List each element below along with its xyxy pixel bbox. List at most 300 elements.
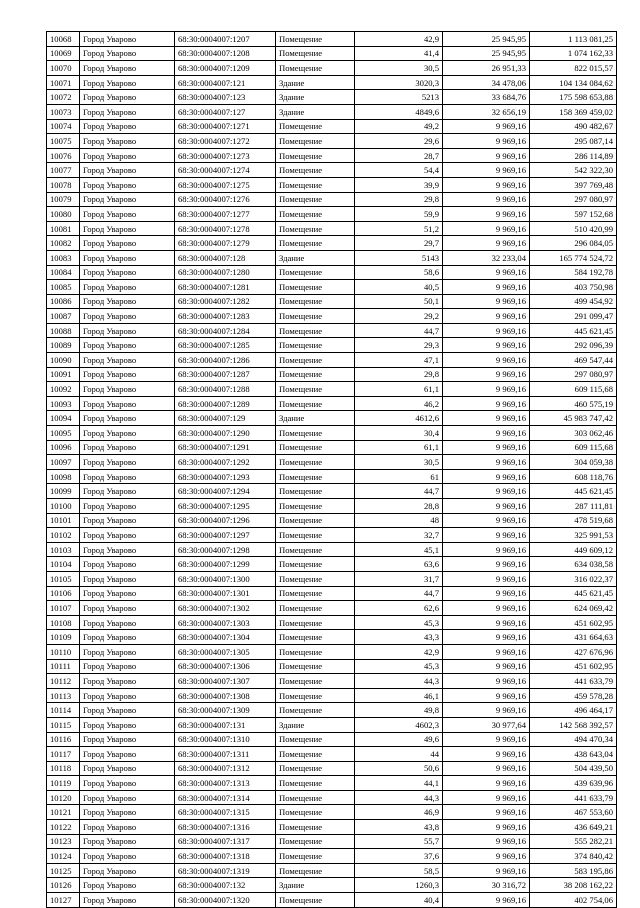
locality-cell: Город Уварово bbox=[80, 192, 175, 207]
table-row bbox=[47, 411, 617, 426]
locality-cell: Город Уварово bbox=[80, 411, 175, 426]
cadastral-number-cell: 68:30:0004007:1292 bbox=[175, 455, 276, 470]
cadastral-value-cell: 403 750,98 bbox=[530, 280, 617, 295]
table-row bbox=[47, 119, 617, 134]
row-number-cell: 10093 bbox=[47, 396, 80, 411]
object-type-cell: Помещение bbox=[276, 513, 355, 528]
cadastral-number-cell: 68:30:0004007:1289 bbox=[175, 396, 276, 411]
area-cell: 49,6 bbox=[355, 732, 443, 747]
cadastral-value-cell: 158 369 459,02 bbox=[530, 104, 617, 119]
cadastral-value-cell: 427 676,96 bbox=[530, 644, 617, 659]
row-number-cell: 10114 bbox=[47, 703, 80, 718]
cadastral-value-cell: 624 069,42 bbox=[530, 601, 617, 616]
cadastral-value-cell: 634 038,58 bbox=[530, 557, 617, 572]
table-row bbox=[47, 236, 617, 251]
area-cell: 44,1 bbox=[355, 776, 443, 791]
cadastral-value-cell: 297 080,97 bbox=[530, 192, 617, 207]
table-row bbox=[47, 615, 617, 630]
cadastral-number-cell: 68:30:0004007:1309 bbox=[175, 703, 276, 718]
table-row bbox=[47, 747, 617, 762]
table-row bbox=[47, 148, 617, 163]
cadastral-value-cell: 374 840,42 bbox=[530, 849, 617, 864]
locality-cell: Город Уварово bbox=[80, 396, 175, 411]
cadastral-number-cell: 68:30:0004007:1287 bbox=[175, 367, 276, 382]
row-number-cell: 10080 bbox=[47, 207, 80, 222]
object-type-cell: Помещение bbox=[276, 644, 355, 659]
table-row bbox=[47, 323, 617, 338]
object-type-cell: Помещение bbox=[276, 119, 355, 134]
specific-value-cell: 33 684,76 bbox=[443, 90, 530, 105]
row-number-cell: 10084 bbox=[47, 265, 80, 280]
area-cell: 45,3 bbox=[355, 615, 443, 630]
cadastral-number-cell: 68:30:0004007:1282 bbox=[175, 294, 276, 309]
locality-cell: Город Уварово bbox=[80, 61, 175, 76]
locality-cell: Город Уварово bbox=[80, 674, 175, 689]
specific-value-cell: 9 969,16 bbox=[443, 192, 530, 207]
specific-value-cell: 9 969,16 bbox=[443, 309, 530, 324]
cadastral-number-cell: 68:30:0004007:1294 bbox=[175, 484, 276, 499]
cadastral-value-cell: 438 643,04 bbox=[530, 747, 617, 762]
area-cell: 61,1 bbox=[355, 440, 443, 455]
row-number-cell: 10109 bbox=[47, 630, 80, 645]
cadastral-value-cell: 469 547,44 bbox=[530, 353, 617, 368]
locality-cell: Город Уварово bbox=[80, 747, 175, 762]
cadastral-value-cell: 397 769,48 bbox=[530, 177, 617, 192]
cadastral-number-cell: 68:30:0004007:1304 bbox=[175, 630, 276, 645]
specific-value-cell: 9 969,16 bbox=[443, 732, 530, 747]
specific-value-cell: 9 969,16 bbox=[443, 586, 530, 601]
row-number-cell: 10125 bbox=[47, 863, 80, 878]
row-number-cell: 10088 bbox=[47, 323, 80, 338]
specific-value-cell: 9 969,16 bbox=[443, 790, 530, 805]
cadastral-number-cell: 68:30:0004007:1293 bbox=[175, 469, 276, 484]
specific-value-cell: 9 969,16 bbox=[443, 353, 530, 368]
cadastral-value-cell: 165 774 524,72 bbox=[530, 250, 617, 265]
table-row bbox=[47, 542, 617, 557]
table-row bbox=[47, 90, 617, 105]
locality-cell: Город Уварово bbox=[80, 499, 175, 514]
specific-value-cell: 26 951,33 bbox=[443, 61, 530, 76]
row-number-cell: 10079 bbox=[47, 192, 80, 207]
cadastral-value-cell: 449 609,12 bbox=[530, 542, 617, 557]
area-cell: 41,4 bbox=[355, 46, 443, 61]
area-cell: 5143 bbox=[355, 250, 443, 265]
cadastral-value-cell: 504 439,50 bbox=[530, 761, 617, 776]
specific-value-cell: 9 969,16 bbox=[443, 396, 530, 411]
cadastral-number-cell: 68:30:0004007:1280 bbox=[175, 265, 276, 280]
row-number-cell: 10069 bbox=[47, 46, 80, 61]
row-number-cell: 10103 bbox=[47, 542, 80, 557]
cadastral-number-cell: 68:30:0004007:1284 bbox=[175, 323, 276, 338]
specific-value-cell: 9 969,16 bbox=[443, 820, 530, 835]
row-number-cell: 10096 bbox=[47, 440, 80, 455]
table-row bbox=[47, 571, 617, 586]
object-type-cell: Помещение bbox=[276, 148, 355, 163]
locality-cell: Город Уварово bbox=[80, 148, 175, 163]
area-cell: 40,5 bbox=[355, 280, 443, 295]
locality-cell: Город Уварово bbox=[80, 367, 175, 382]
row-number-cell: 10100 bbox=[47, 499, 80, 514]
object-type-cell: Помещение bbox=[276, 32, 355, 47]
cadastral-value-cell: 609 115,68 bbox=[530, 440, 617, 455]
cadastral-number-cell: 68:30:0004007:128 bbox=[175, 250, 276, 265]
object-type-cell: Помещение bbox=[276, 776, 355, 791]
specific-value-cell: 9 969,16 bbox=[443, 542, 530, 557]
object-type-cell: Помещение bbox=[276, 893, 355, 908]
document-page bbox=[46, 31, 616, 908]
object-type-cell: Помещение bbox=[276, 323, 355, 338]
specific-value-cell: 9 969,16 bbox=[443, 119, 530, 134]
row-number-cell: 10108 bbox=[47, 615, 80, 630]
specific-value-cell: 30 977,64 bbox=[443, 717, 530, 732]
row-number-cell: 10087 bbox=[47, 309, 80, 324]
table-row bbox=[47, 294, 617, 309]
row-number-cell: 10089 bbox=[47, 338, 80, 353]
area-cell: 29,7 bbox=[355, 236, 443, 251]
object-type-cell: Здание bbox=[276, 75, 355, 90]
locality-cell: Город Уварово bbox=[80, 644, 175, 659]
specific-value-cell: 9 969,16 bbox=[443, 863, 530, 878]
cadastral-value-cell: 584 192,78 bbox=[530, 265, 617, 280]
row-number-cell: 10107 bbox=[47, 601, 80, 616]
area-cell: 3020,3 bbox=[355, 75, 443, 90]
cadastral-number-cell: 68:30:0004007:1296 bbox=[175, 513, 276, 528]
cadastral-value-cell: 439 639,96 bbox=[530, 776, 617, 791]
row-number-cell: 10077 bbox=[47, 163, 80, 178]
row-number-cell: 10105 bbox=[47, 571, 80, 586]
row-number-cell: 10070 bbox=[47, 61, 80, 76]
specific-value-cell: 25 945,95 bbox=[443, 32, 530, 47]
cadastral-value-cell: 104 134 084,62 bbox=[530, 75, 617, 90]
object-type-cell: Помещение bbox=[276, 601, 355, 616]
cadastral-number-cell: 68:30:0004007:1278 bbox=[175, 221, 276, 236]
specific-value-cell: 9 969,16 bbox=[443, 659, 530, 674]
table-row bbox=[47, 878, 617, 893]
cadastral-number-cell: 68:30:0004007:1281 bbox=[175, 280, 276, 295]
area-cell: 43,8 bbox=[355, 820, 443, 835]
table-row bbox=[47, 207, 617, 222]
object-type-cell: Помещение bbox=[276, 163, 355, 178]
object-type-cell: Помещение bbox=[276, 440, 355, 455]
object-type-cell: Помещение bbox=[276, 455, 355, 470]
cadastral-value-cell: 451 602,95 bbox=[530, 659, 617, 674]
cadastral-value-cell: 286 114,89 bbox=[530, 148, 617, 163]
row-number-cell: 10082 bbox=[47, 236, 80, 251]
object-type-cell: Помещение bbox=[276, 221, 355, 236]
area-cell: 63,6 bbox=[355, 557, 443, 572]
cadastral-number-cell: 68:30:0004007:1209 bbox=[175, 61, 276, 76]
cadastral-value-cell: 402 754,06 bbox=[530, 893, 617, 908]
cadastral-value-cell: 609 115,68 bbox=[530, 382, 617, 397]
row-number-cell: 10102 bbox=[47, 528, 80, 543]
area-cell: 30,4 bbox=[355, 426, 443, 441]
specific-value-cell: 9 969,16 bbox=[443, 615, 530, 630]
area-cell: 5213 bbox=[355, 90, 443, 105]
table-row bbox=[47, 688, 617, 703]
specific-value-cell: 9 969,16 bbox=[443, 499, 530, 514]
area-cell: 48 bbox=[355, 513, 443, 528]
cadastral-number-cell: 68:30:0004007:1305 bbox=[175, 644, 276, 659]
specific-value-cell: 9 969,16 bbox=[443, 469, 530, 484]
row-number-cell: 10127 bbox=[47, 893, 80, 908]
cadastral-value-cell: 175 598 653,88 bbox=[530, 90, 617, 105]
row-number-cell: 10068 bbox=[47, 32, 80, 47]
specific-value-cell: 9 969,16 bbox=[443, 688, 530, 703]
object-type-cell: Помещение bbox=[276, 265, 355, 280]
locality-cell: Город Уварово bbox=[80, 32, 175, 47]
locality-cell: Город Уварово bbox=[80, 207, 175, 222]
row-number-cell: 10072 bbox=[47, 90, 80, 105]
cadastral-value-cell: 542 322,30 bbox=[530, 163, 617, 178]
cadastral-value-cell: 287 111,81 bbox=[530, 499, 617, 514]
locality-cell: Город Уварово bbox=[80, 732, 175, 747]
object-type-cell: Здание bbox=[276, 90, 355, 105]
row-number-cell: 10095 bbox=[47, 426, 80, 441]
cadastral-number-cell: 68:30:0004007:1272 bbox=[175, 134, 276, 149]
cadastral-value-cell: 496 464,17 bbox=[530, 703, 617, 718]
cadastral-number-cell: 68:30:0004007:1316 bbox=[175, 820, 276, 835]
table-row bbox=[47, 484, 617, 499]
row-number-cell: 10122 bbox=[47, 820, 80, 835]
cadastral-value-cell: 597 152,68 bbox=[530, 207, 617, 222]
row-number-cell: 10083 bbox=[47, 250, 80, 265]
table-row bbox=[47, 499, 617, 514]
row-number-cell: 10126 bbox=[47, 878, 80, 893]
specific-value-cell: 9 969,16 bbox=[443, 323, 530, 338]
cadastral-number-cell: 68:30:0004007:1297 bbox=[175, 528, 276, 543]
object-type-cell: Помещение bbox=[276, 207, 355, 222]
cadastral-number-cell: 68:30:0004007:1207 bbox=[175, 32, 276, 47]
specific-value-cell: 9 969,16 bbox=[443, 207, 530, 222]
area-cell: 28,8 bbox=[355, 499, 443, 514]
locality-cell: Город Уварово bbox=[80, 323, 175, 338]
cadastral-number-cell: 68:30:0004007:1303 bbox=[175, 615, 276, 630]
object-type-cell: Помещение bbox=[276, 630, 355, 645]
cadastral-number-cell: 68:30:0004007:132 bbox=[175, 878, 276, 893]
table-row bbox=[47, 46, 617, 61]
object-type-cell: Помещение bbox=[276, 367, 355, 382]
table-row bbox=[47, 834, 617, 849]
object-type-cell: Помещение bbox=[276, 396, 355, 411]
table-row bbox=[47, 630, 617, 645]
locality-cell: Город Уварово bbox=[80, 790, 175, 805]
cadastral-value-cell: 304 059,38 bbox=[530, 455, 617, 470]
cadastral-number-cell: 68:30:0004007:1308 bbox=[175, 688, 276, 703]
locality-cell: Город Уварово bbox=[80, 542, 175, 557]
cadastral-number-cell: 68:30:0004007:1318 bbox=[175, 849, 276, 864]
cadastral-value-cell: 451 602,95 bbox=[530, 615, 617, 630]
locality-cell: Город Уварово bbox=[80, 484, 175, 499]
cadastral-number-cell: 68:30:0004007:131 bbox=[175, 717, 276, 732]
area-cell: 46,9 bbox=[355, 805, 443, 820]
locality-cell: Город Уварово bbox=[80, 426, 175, 441]
object-type-cell: Помещение bbox=[276, 571, 355, 586]
object-type-cell: Помещение bbox=[276, 469, 355, 484]
specific-value-cell: 9 969,16 bbox=[443, 426, 530, 441]
object-type-cell: Помещение bbox=[276, 309, 355, 324]
specific-value-cell: 9 969,16 bbox=[443, 674, 530, 689]
area-cell: 28,7 bbox=[355, 148, 443, 163]
object-type-cell: Помещение bbox=[276, 542, 355, 557]
cadastral-value-cell: 436 649,21 bbox=[530, 820, 617, 835]
table-row bbox=[47, 309, 617, 324]
locality-cell: Город Уварово bbox=[80, 849, 175, 864]
cadastral-value-cell: 460 575,19 bbox=[530, 396, 617, 411]
object-type-cell: Помещение bbox=[276, 294, 355, 309]
table-row bbox=[47, 703, 617, 718]
cadastral-value-cell: 1 113 081,25 bbox=[530, 32, 617, 47]
area-cell: 42,9 bbox=[355, 32, 443, 47]
cadastral-number-cell: 68:30:0004007:1314 bbox=[175, 790, 276, 805]
locality-cell: Город Уварово bbox=[80, 90, 175, 105]
specific-value-cell: 9 969,16 bbox=[443, 294, 530, 309]
object-type-cell: Здание bbox=[276, 717, 355, 732]
row-number-cell: 10074 bbox=[47, 119, 80, 134]
cadastral-number-cell: 68:30:0004007:1301 bbox=[175, 586, 276, 601]
area-cell: 32,7 bbox=[355, 528, 443, 543]
area-cell: 29,3 bbox=[355, 338, 443, 353]
row-number-cell: 10117 bbox=[47, 747, 80, 762]
cadastral-number-cell: 68:30:0004007:1307 bbox=[175, 674, 276, 689]
table-row bbox=[47, 455, 617, 470]
cadastral-value-cell: 292 096,39 bbox=[530, 338, 617, 353]
cadastral-number-cell: 68:30:0004007:127 bbox=[175, 104, 276, 119]
cadastral-number-cell: 68:30:0004007:123 bbox=[175, 90, 276, 105]
area-cell: 59,9 bbox=[355, 207, 443, 222]
object-type-cell: Помещение bbox=[276, 61, 355, 76]
object-type-cell: Помещение bbox=[276, 280, 355, 295]
cadastral-number-cell: 68:30:0004007:1275 bbox=[175, 177, 276, 192]
cadastral-number-cell: 68:30:0004007:1310 bbox=[175, 732, 276, 747]
locality-cell: Город Уварово bbox=[80, 280, 175, 295]
locality-cell: Город Уварово bbox=[80, 469, 175, 484]
cadastral-number-cell: 68:30:0004007:1291 bbox=[175, 440, 276, 455]
cadastral-number-cell: 68:30:0004007:129 bbox=[175, 411, 276, 426]
area-cell: 61 bbox=[355, 469, 443, 484]
row-number-cell: 10085 bbox=[47, 280, 80, 295]
locality-cell: Город Уварово bbox=[80, 630, 175, 645]
specific-value-cell: 32 233,04 bbox=[443, 250, 530, 265]
object-type-cell: Помещение bbox=[276, 382, 355, 397]
cadastral-number-cell: 68:30:0004007:1306 bbox=[175, 659, 276, 674]
cadastral-number-cell: 68:30:0004007:1300 bbox=[175, 571, 276, 586]
area-cell: 61,1 bbox=[355, 382, 443, 397]
specific-value-cell: 9 969,16 bbox=[443, 280, 530, 295]
cadastral-number-cell: 68:30:0004007:1285 bbox=[175, 338, 276, 353]
area-cell: 40,4 bbox=[355, 893, 443, 908]
locality-cell: Город Уварово bbox=[80, 820, 175, 835]
specific-value-cell: 9 969,16 bbox=[443, 761, 530, 776]
specific-value-cell: 9 969,16 bbox=[443, 163, 530, 178]
object-type-cell: Помещение bbox=[276, 790, 355, 805]
table-row bbox=[47, 338, 617, 353]
row-number-cell: 10119 bbox=[47, 776, 80, 791]
locality-cell: Город Уварово bbox=[80, 528, 175, 543]
object-type-cell: Помещение bbox=[276, 236, 355, 251]
area-cell: 29,8 bbox=[355, 192, 443, 207]
table-row bbox=[47, 513, 617, 528]
locality-cell: Город Уварово bbox=[80, 177, 175, 192]
object-type-cell: Помещение bbox=[276, 426, 355, 441]
specific-value-cell: 9 969,16 bbox=[443, 630, 530, 645]
table-row bbox=[47, 221, 617, 236]
table-row bbox=[47, 674, 617, 689]
object-type-cell: Помещение bbox=[276, 805, 355, 820]
area-cell: 44,7 bbox=[355, 586, 443, 601]
area-cell: 44,3 bbox=[355, 790, 443, 805]
locality-cell: Город Уварово bbox=[80, 586, 175, 601]
locality-cell: Город Уварово bbox=[80, 75, 175, 90]
table-row bbox=[47, 163, 617, 178]
row-number-cell: 10123 bbox=[47, 834, 80, 849]
specific-value-cell: 9 969,16 bbox=[443, 236, 530, 251]
specific-value-cell: 9 969,16 bbox=[443, 776, 530, 791]
cadastral-value-cell: 608 118,76 bbox=[530, 469, 617, 484]
cadastral-value-cell: 510 420,99 bbox=[530, 221, 617, 236]
specific-value-cell: 9 969,16 bbox=[443, 382, 530, 397]
object-type-cell: Помещение bbox=[276, 820, 355, 835]
area-cell: 58,6 bbox=[355, 265, 443, 280]
locality-cell: Город Уварово bbox=[80, 265, 175, 280]
cadastral-value-cell: 325 991,53 bbox=[530, 528, 617, 543]
area-cell: 43,3 bbox=[355, 630, 443, 645]
locality-cell: Город Уварово bbox=[80, 455, 175, 470]
object-type-cell: Здание bbox=[276, 878, 355, 893]
row-number-cell: 10101 bbox=[47, 513, 80, 528]
locality-cell: Город Уварово bbox=[80, 703, 175, 718]
table-row bbox=[47, 192, 617, 207]
cadastral-number-cell: 68:30:0004007:1290 bbox=[175, 426, 276, 441]
specific-value-cell: 9 969,16 bbox=[443, 411, 530, 426]
area-cell: 4612,6 bbox=[355, 411, 443, 426]
row-number-cell: 10118 bbox=[47, 761, 80, 776]
row-number-cell: 10086 bbox=[47, 294, 80, 309]
specific-value-cell: 9 969,16 bbox=[443, 440, 530, 455]
specific-value-cell: 9 969,16 bbox=[443, 513, 530, 528]
row-number-cell: 10091 bbox=[47, 367, 80, 382]
table-row bbox=[47, 849, 617, 864]
specific-value-cell: 9 969,16 bbox=[443, 265, 530, 280]
table-row bbox=[47, 265, 617, 280]
row-number-cell: 10099 bbox=[47, 484, 80, 499]
area-cell: 54,4 bbox=[355, 163, 443, 178]
specific-value-cell: 9 969,16 bbox=[443, 834, 530, 849]
table-row bbox=[47, 644, 617, 659]
cadastral-value-cell: 316 022,37 bbox=[530, 571, 617, 586]
locality-cell: Город Уварово bbox=[80, 236, 175, 251]
cadastral-value-cell: 297 080,97 bbox=[530, 367, 617, 382]
locality-cell: Город Уварово bbox=[80, 221, 175, 236]
cadastral-value-cell: 1 074 162,33 bbox=[530, 46, 617, 61]
locality-cell: Город Уварово bbox=[80, 717, 175, 732]
locality-cell: Город Уварово bbox=[80, 557, 175, 572]
area-cell: 49,8 bbox=[355, 703, 443, 718]
locality-cell: Город Уварово bbox=[80, 776, 175, 791]
locality-cell: Город Уварово bbox=[80, 163, 175, 178]
table-row bbox=[47, 75, 617, 90]
table-row bbox=[47, 776, 617, 791]
specific-value-cell: 9 969,16 bbox=[443, 557, 530, 572]
area-cell: 46,2 bbox=[355, 396, 443, 411]
row-number-cell: 10076 bbox=[47, 148, 80, 163]
cadastral-value-cell: 441 633,79 bbox=[530, 790, 617, 805]
area-cell: 29,6 bbox=[355, 134, 443, 149]
object-type-cell: Помещение bbox=[276, 674, 355, 689]
area-cell: 44,3 bbox=[355, 674, 443, 689]
specific-value-cell: 9 969,16 bbox=[443, 805, 530, 820]
locality-cell: Город Уварово bbox=[80, 688, 175, 703]
cadastral-number-cell: 68:30:0004007:1299 bbox=[175, 557, 276, 572]
